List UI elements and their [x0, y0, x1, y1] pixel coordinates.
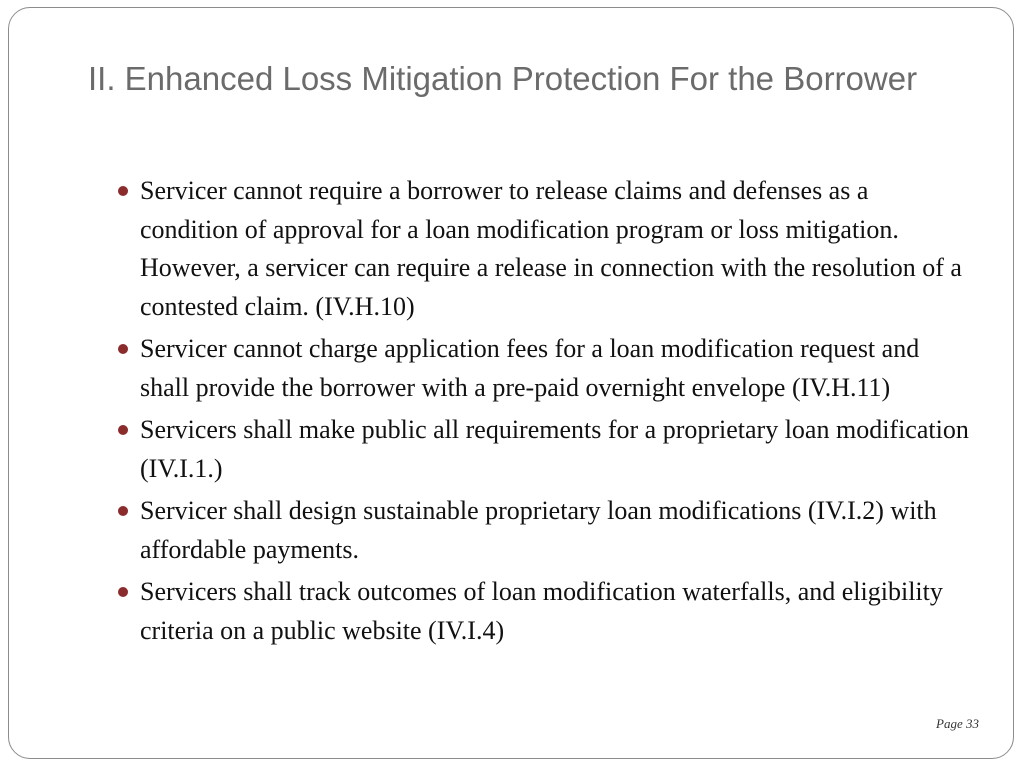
- bullet-list: [112, 172, 972, 654]
- bullet-icon: [118, 344, 128, 354]
- list-item: [112, 172, 972, 326]
- bullet-icon: [118, 587, 128, 597]
- bullet-icon: [118, 425, 128, 435]
- list-item: [112, 330, 972, 407]
- bullet-icon: [118, 506, 128, 516]
- bullet-icon: [118, 186, 128, 196]
- bullet-text: Servicer shall design sustainable proprietary loan modifications (IV.I.2) with affordable payments.: [140, 496, 937, 564]
- list-item: [112, 411, 972, 488]
- bullet-text: Servicers shall track outcomes of loan modification waterfalls, and eligibility criteria on a public website (IV.I.4): [140, 577, 943, 645]
- bullet-text: Servicer cannot charge application fees for a loan modification request and shall provide the borrower with a pre-paid overnight envelope (IV.H.11): [140, 334, 920, 402]
- slide-title: II. Enhanced Loss Mitigation Protection For the Borrower: [88, 60, 918, 97]
- page-number: Page 33: [936, 716, 979, 731]
- list-item: [112, 492, 972, 569]
- bullet-text: Servicers shall make public all requirements for a proprietary loan modification (IV.I.1.): [140, 415, 969, 483]
- bullet-text: Servicer cannot require a borrower to release claims and defenses as a condition of approval for a loan modification program or loss mitigation. However, a servicer can require a release in connection with the resolution of a contested claim. (IV.H.10): [140, 176, 962, 321]
- list-item: [112, 573, 972, 650]
